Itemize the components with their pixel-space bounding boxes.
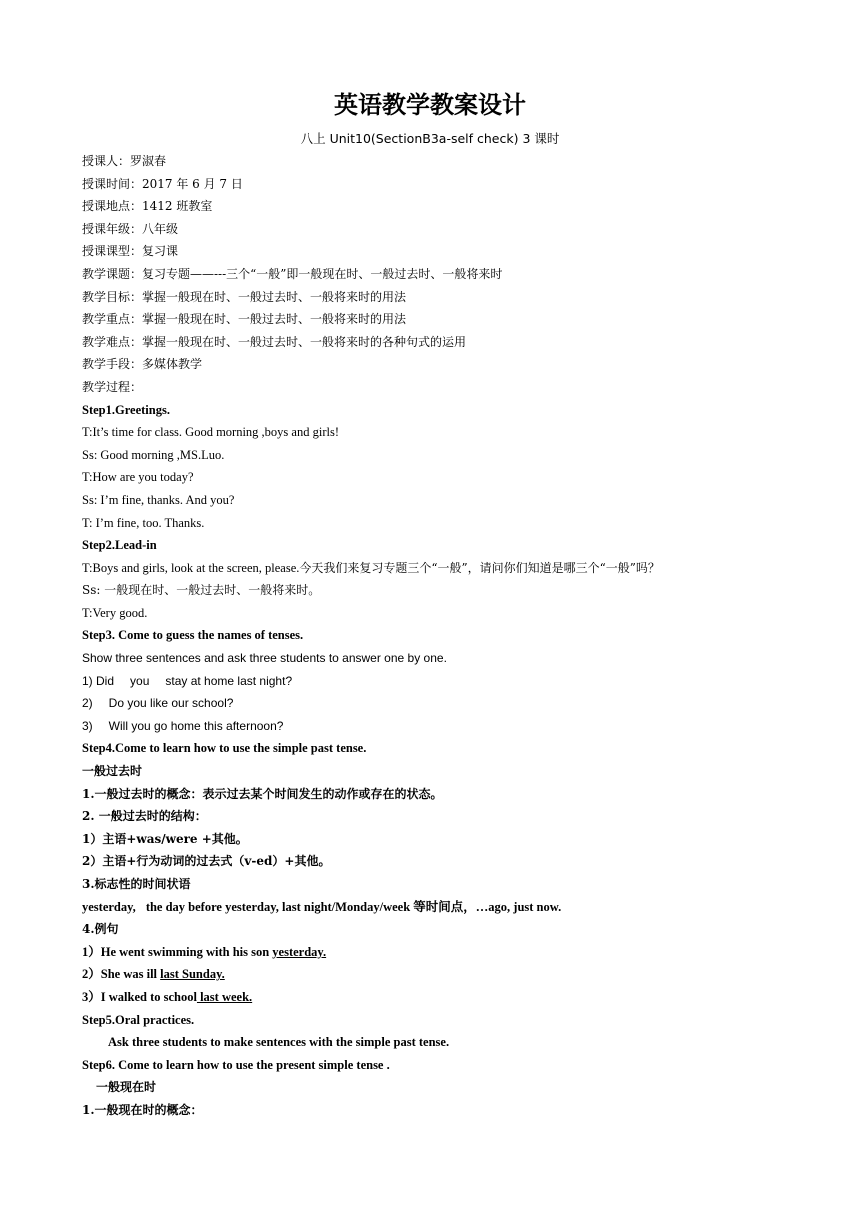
step2-heading: Step2.Lead-in (82, 538, 157, 553)
step4-example-3-text: 3）I walked to school (82, 989, 197, 1004)
info-key-point: 教学重点：掌握一般现在时、一般过去时、一般将来时的用法 (82, 312, 407, 327)
document-body (82, 150, 822, 1122)
step4-example-2-underline: last Sunday. (160, 967, 225, 982)
step4-examples-title: 4.例句 (82, 922, 119, 937)
info-method: 教学手段：多媒体教学 (82, 357, 203, 372)
step3-question-1 (82, 670, 822, 693)
step4-structure-2: 2）主语+行为动词的过去式（v-ed）+其他。 (82, 854, 331, 869)
step3-q1-rest: stay at home last night? (165, 673, 293, 688)
step4-example-1-text: 1）He went swimming with his son (82, 944, 273, 959)
step4-example-3-underline: last week. (196, 989, 253, 1004)
step6-heading: Step6. Come to learn how to use the present simple tense . (82, 1057, 390, 1072)
step2-line-1-cn: 今天我们来复习专题三个“一般”，请问你们知道是哪三个“一般”吗？ (299, 560, 660, 575)
document-subtitle: 八上 Unit10(SectionB3a-self check) 3 课时 (300, 131, 560, 146)
step3-q1-num: 1) Did (82, 673, 115, 688)
step1-line: Ss: I’m fine, thanks. And you? (82, 492, 235, 507)
info-process: 教学过程： (82, 379, 143, 394)
step3-q1-word: you (130, 673, 150, 688)
document-title: 英语教学教案设计 (334, 91, 526, 119)
step4-topic: 一般过去时 (82, 764, 143, 779)
step6-concept: 1.一般现在时的概念： (82, 1102, 203, 1117)
step2-line-2: Ss: 一般现在时、一般过去时、一般将来时。 (82, 583, 321, 598)
info-location: 授课地点：1412 班教室 (82, 199, 213, 214)
step4-adverbials (82, 896, 822, 919)
step3-question-3 (82, 715, 822, 738)
step5-heading: Step5.Oral practices. (82, 1012, 195, 1027)
step1-line: Ss: Good morning ,MS.Luo. (82, 447, 225, 462)
step3-q2-num: 2) (82, 696, 93, 711)
step1-line: T:How are you today? (82, 470, 194, 485)
step4-example-1-underline: yesterday. (272, 944, 327, 959)
step4-heading: Step4.Come to learn how to use the simple past tense. (82, 741, 367, 756)
step1-line: T:It’s time for class. Good morning ,boys and girls! (82, 425, 339, 440)
step3-heading: Step3. Come to guess the names of tenses. (82, 628, 304, 643)
step4-adverbials-title: 3.标志性的时间状语 (82, 877, 191, 891)
step1-line: T: I’m fine, too. Thanks. (82, 515, 205, 530)
step6-topic: 一般现在时 (96, 1080, 157, 1095)
step4-example-3 (82, 986, 822, 1009)
step3-q3-num: 3) (82, 718, 93, 733)
step4-example-2-text: 2）She was ill (82, 967, 161, 982)
step2-line-3: T:Very good. (82, 605, 148, 620)
step4-adverbials-b: the day before yesterday, last night/Monday/week 等时间点，…ago, just now. (145, 899, 562, 914)
info-objective: 教学目标：掌握一般现在时、一般过去时、一般将来时的用法 (82, 289, 407, 304)
step2-line-1 (82, 557, 822, 580)
step4-example-1 (82, 941, 822, 964)
step3-intro: Show three sentences and ask three students to answer one by one. (82, 651, 447, 666)
info-difficulty: 教学难点：掌握一般现在时、一般过去时、一般将来时的各种句式的运用 (82, 334, 467, 349)
info-teacher: 授课人：罗淑春 (82, 154, 167, 168)
step5-line: Ask three students to make sentences with the simple past tense. (108, 1035, 450, 1050)
step1-heading: Step1.Greetings. (82, 402, 170, 417)
step4-adverbials-a: yesterday, (82, 899, 136, 914)
step4-concept: 1.一般过去时的概念：表示过去某个时间发生的动作或存在的状态。 (82, 786, 443, 801)
step3-q2-text: Do you like our school? (108, 696, 234, 711)
step4-structure-1: 1）主语+was/were +其他。 (82, 831, 248, 846)
info-grade: 授课年级：八年级 (82, 221, 179, 236)
info-time: 授课时间：2017 年 6 月 7 日 (82, 176, 243, 191)
step3-q3-text: Will you go home this afternoon? (108, 718, 284, 733)
step4-example-2 (82, 963, 822, 986)
step3-question-2 (82, 692, 822, 715)
info-topic: 教学课题：复习专题——---三个“一般”即一般现在时、一般过去时、一般将来时 (82, 266, 503, 281)
step4-structure-title: 2. 一般过去时的结构： (82, 809, 207, 824)
step2-line-1-en: T:Boys and girls, look at the screen, please. (82, 560, 300, 575)
info-lesson-type: 授课课型：复习课 (82, 244, 179, 259)
